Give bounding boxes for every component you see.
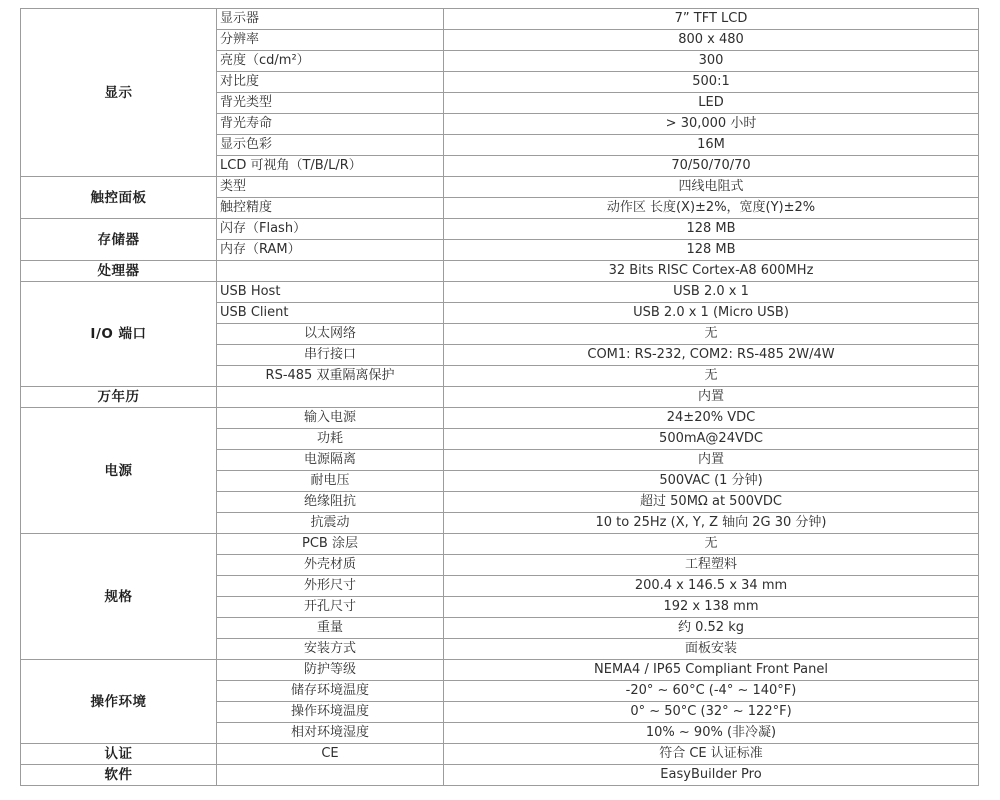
parameter-cell: 内存（RAM） [217,240,444,261]
value-cell: 内置 [444,450,979,471]
parameter-cell [217,261,444,282]
category-cell: 规格 [21,534,217,660]
value-cell: 动作区 长度(X)±2%，宽度(Y)±2% [444,198,979,219]
parameter-cell: PCB 涂层 [217,534,444,555]
category-cell: 操作环境 [21,660,217,744]
parameter-cell [217,387,444,408]
parameter-cell: 触控精度 [217,198,444,219]
parameter-cell: 背光寿命 [217,114,444,135]
value-cell: 10% ~ 90% (非冷凝) [444,723,979,744]
value-cell: 32 Bits RISC Cortex-A8 600MHz [444,261,979,282]
parameter-cell: 对比度 [217,72,444,93]
value-cell: USB 2.0 x 1 (Micro USB) [444,303,979,324]
parameter-cell: 绝缘阻抗 [217,492,444,513]
value-cell: 192 x 138 mm [444,597,979,618]
value-cell: EasyBuilder Pro [444,765,979,786]
parameter-cell: 安装方式 [217,639,444,660]
value-cell: 7” TFT LCD [444,9,979,30]
value-cell: 四线电阻式 [444,177,979,198]
parameter-cell: 电源隔离 [217,450,444,471]
spec-table-body [21,9,979,786]
spec-row [21,387,979,408]
spec-row [21,765,979,786]
parameter-cell: 类型 [217,177,444,198]
value-cell: 24±20% VDC [444,408,979,429]
parameter-cell: 功耗 [217,429,444,450]
parameter-cell: 分辨率 [217,30,444,51]
value-cell: 500VAC (1 分钟) [444,471,979,492]
parameter-cell: 亮度（cd/m²） [217,51,444,72]
value-cell: 300 [444,51,979,72]
value-cell: 500mA@24VDC [444,429,979,450]
category-cell: 万年历 [21,387,217,408]
value-cell: 128 MB [444,219,979,240]
spec-row [21,177,979,198]
parameter-cell: 显示器 [217,9,444,30]
spec-row [21,534,979,555]
value-cell: 800 x 480 [444,30,979,51]
value-cell: 约 0.52 kg [444,618,979,639]
parameter-cell [217,765,444,786]
parameter-cell: 显示色彩 [217,135,444,156]
value-cell: NEMA4 / IP65 Compliant Front Panel [444,660,979,681]
category-cell: 认证 [21,744,217,765]
value-cell: -20° ~ 60°C (-4° ~ 140°F) [444,681,979,702]
value-cell: 200.4 x 146.5 x 34 mm [444,576,979,597]
parameter-cell: RS-485 双重隔离保护 [217,366,444,387]
value-cell: 128 MB [444,240,979,261]
value-cell: 工程塑料 [444,555,979,576]
value-cell: 无 [444,324,979,345]
value-cell: > 30,000 小时 [444,114,979,135]
value-cell: 面板安装 [444,639,979,660]
parameter-cell: 开孔尺寸 [217,597,444,618]
parameter-cell: 重量 [217,618,444,639]
value-cell: USB 2.0 x 1 [444,282,979,303]
parameter-cell: USB Client [217,303,444,324]
spec-row [21,261,979,282]
parameter-cell: 操作环境温度 [217,702,444,723]
value-cell: 500:1 [444,72,979,93]
parameter-cell: USB Host [217,282,444,303]
parameter-cell: 以太网络 [217,324,444,345]
value-cell: 内置 [444,387,979,408]
value-cell: 超过 50MΩ at 500VDC [444,492,979,513]
parameter-cell: 抗震动 [217,513,444,534]
spec-row [21,9,979,30]
parameter-cell: 相对环境湿度 [217,723,444,744]
parameter-cell: LCD 可视角（T/B/L/R） [217,156,444,177]
value-cell: LED [444,93,979,114]
category-cell: 显示 [21,9,217,177]
parameter-cell: 外壳材质 [217,555,444,576]
parameter-cell: 耐电压 [217,471,444,492]
parameter-cell: 输入电源 [217,408,444,429]
parameter-cell: 外形尺寸 [217,576,444,597]
category-cell: 软件 [21,765,217,786]
spec-table [20,8,979,786]
category-cell: 触控面板 [21,177,217,219]
value-cell: 16M [444,135,979,156]
value-cell: 0° ~ 50°C (32° ~ 122°F) [444,702,979,723]
value-cell: 无 [444,534,979,555]
parameter-cell: 储存环境温度 [217,681,444,702]
spec-row [21,408,979,429]
value-cell: 无 [444,366,979,387]
spec-row [21,219,979,240]
category-cell: 电源 [21,408,217,534]
parameter-cell: 串行接口 [217,345,444,366]
value-cell: 10 to 25Hz (X, Y, Z 轴向 2G 30 分钟) [444,513,979,534]
parameter-cell: 防护等级 [217,660,444,681]
category-cell: 存储器 [21,219,217,261]
spec-row [21,660,979,681]
parameter-cell: CE [217,744,444,765]
value-cell: COM1: RS-232, COM2: RS-485 2W/4W [444,345,979,366]
spec-row [21,282,979,303]
value-cell: 符合 CE 认证标准 [444,744,979,765]
category-cell: I/O 端口 [21,282,217,387]
parameter-cell: 背光类型 [217,93,444,114]
category-cell: 处理器 [21,261,217,282]
parameter-cell: 闪存（Flash） [217,219,444,240]
value-cell: 70/50/70/70 [444,156,979,177]
spec-row [21,744,979,765]
